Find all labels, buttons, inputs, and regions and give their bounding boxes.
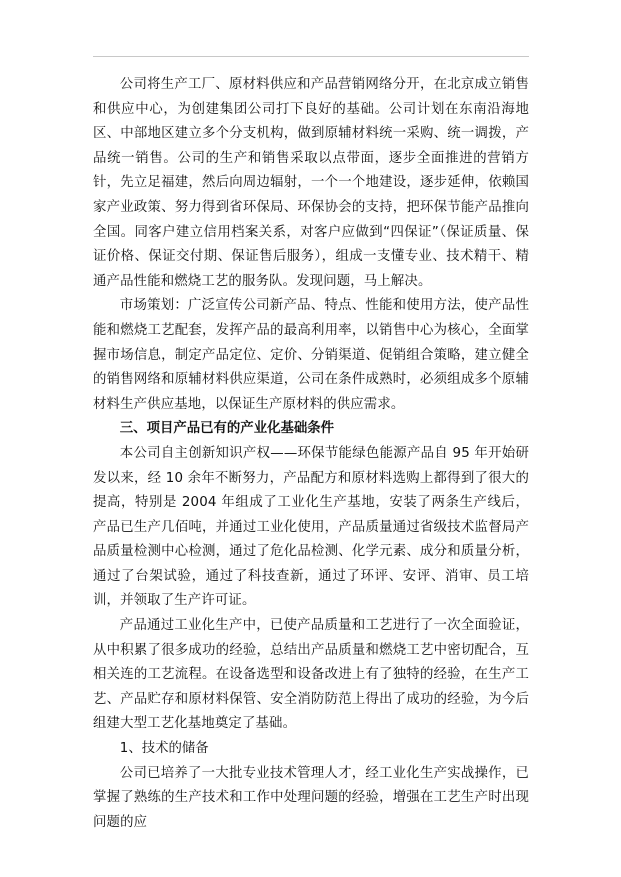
subheading-technical-reserve: 1、技术的储备 <box>119 741 209 757</box>
document-body <box>93 73 529 835</box>
section-heading-industrialization: 三、项目产品已有的产业化基础条件 <box>119 421 335 437</box>
paragraph-ip-history: 本公司自主创新知识产权——环保节能绿色能源产品自 95 年开始研发以来，经 10 余年不断努力，产品配方和原材料选购上都得到了很大的提高，特别是 2004 年组成了工业化生产基地，安装了两条生产线后，产品已生产几佰吨，并通过工业化使用，产品质量通过省级技术监督局产品质量检测中心检测，通过了危化品检测、化学元素、成分和质量分析，通过了台架试验，通过了科技查新，通过了环评、安评、消审、员工培训，并领取了生产许可证。 <box>93 445 529 609</box>
paragraph-sales-network: 公司将生产工厂、原材料供应和产品营销网络分开，在北京成立销售和供应中心，为创建集团公司打下良好的基础。公司计划在东南沿海地区、中部地区建立多个分支机构，做到原辅材料统一采购、统一调拨，产品统一销售。公司的生产和销售采取以点带面，逐步全面推进的营销方针，先立足福建，然后向周边辐射，一个一个地建设，逐步延伸，依赖国家产业政策、努力得到省环保局、环保协会的支持，把环保节能产品推向全国。同客户建立信用档案关系，对客户应做到“四保证”（保证质量、保证价格、保证交付期、保证售后服务），组成一支懂专业、技术精干、精通产品性能和燃烧工艺的服务队。发现问题，马上解决。 <box>93 77 529 289</box>
paragraph-technical-staff: 公司已培养了一大批专业技术管理人才，经工业化生产实战操作，已掌握了熟练的生产技术和工作中处理问题的经验，增强在工艺生产时出现问题的应 <box>93 765 529 830</box>
header-divider <box>93 56 529 57</box>
paragraph-market-strategy: 市场策划：广泛宣传公司新产品、特点、性能和使用方法，使产品性能和燃烧工艺配套，发挥产品的最高利用率，以销售中心为核心，全面掌握市场信息，制定产品定位、定价、分销渠道、促销组合策略，建立健全的销售网络和原辅材料供应渠道，公司在条件成熟时，必须组成多个原辅材料生产供应基地，以保证生产原材料的供应需求。 <box>93 298 529 412</box>
paragraph-industrial-verification: 产品通过工业化生产中，已使产品质量和工艺进行了一次全面验证，从中积累了很多成功的经验，总结出产品质量和燃烧工艺中密切配合，互相关连的工艺流程。在设备选型和设备改进上有了独特的经验，在生产工艺、产品贮存和原材料保管、安全消防防范上得出了成功的经验，为今后组建大型工艺化基地奠定了基础。 <box>93 618 529 732</box>
